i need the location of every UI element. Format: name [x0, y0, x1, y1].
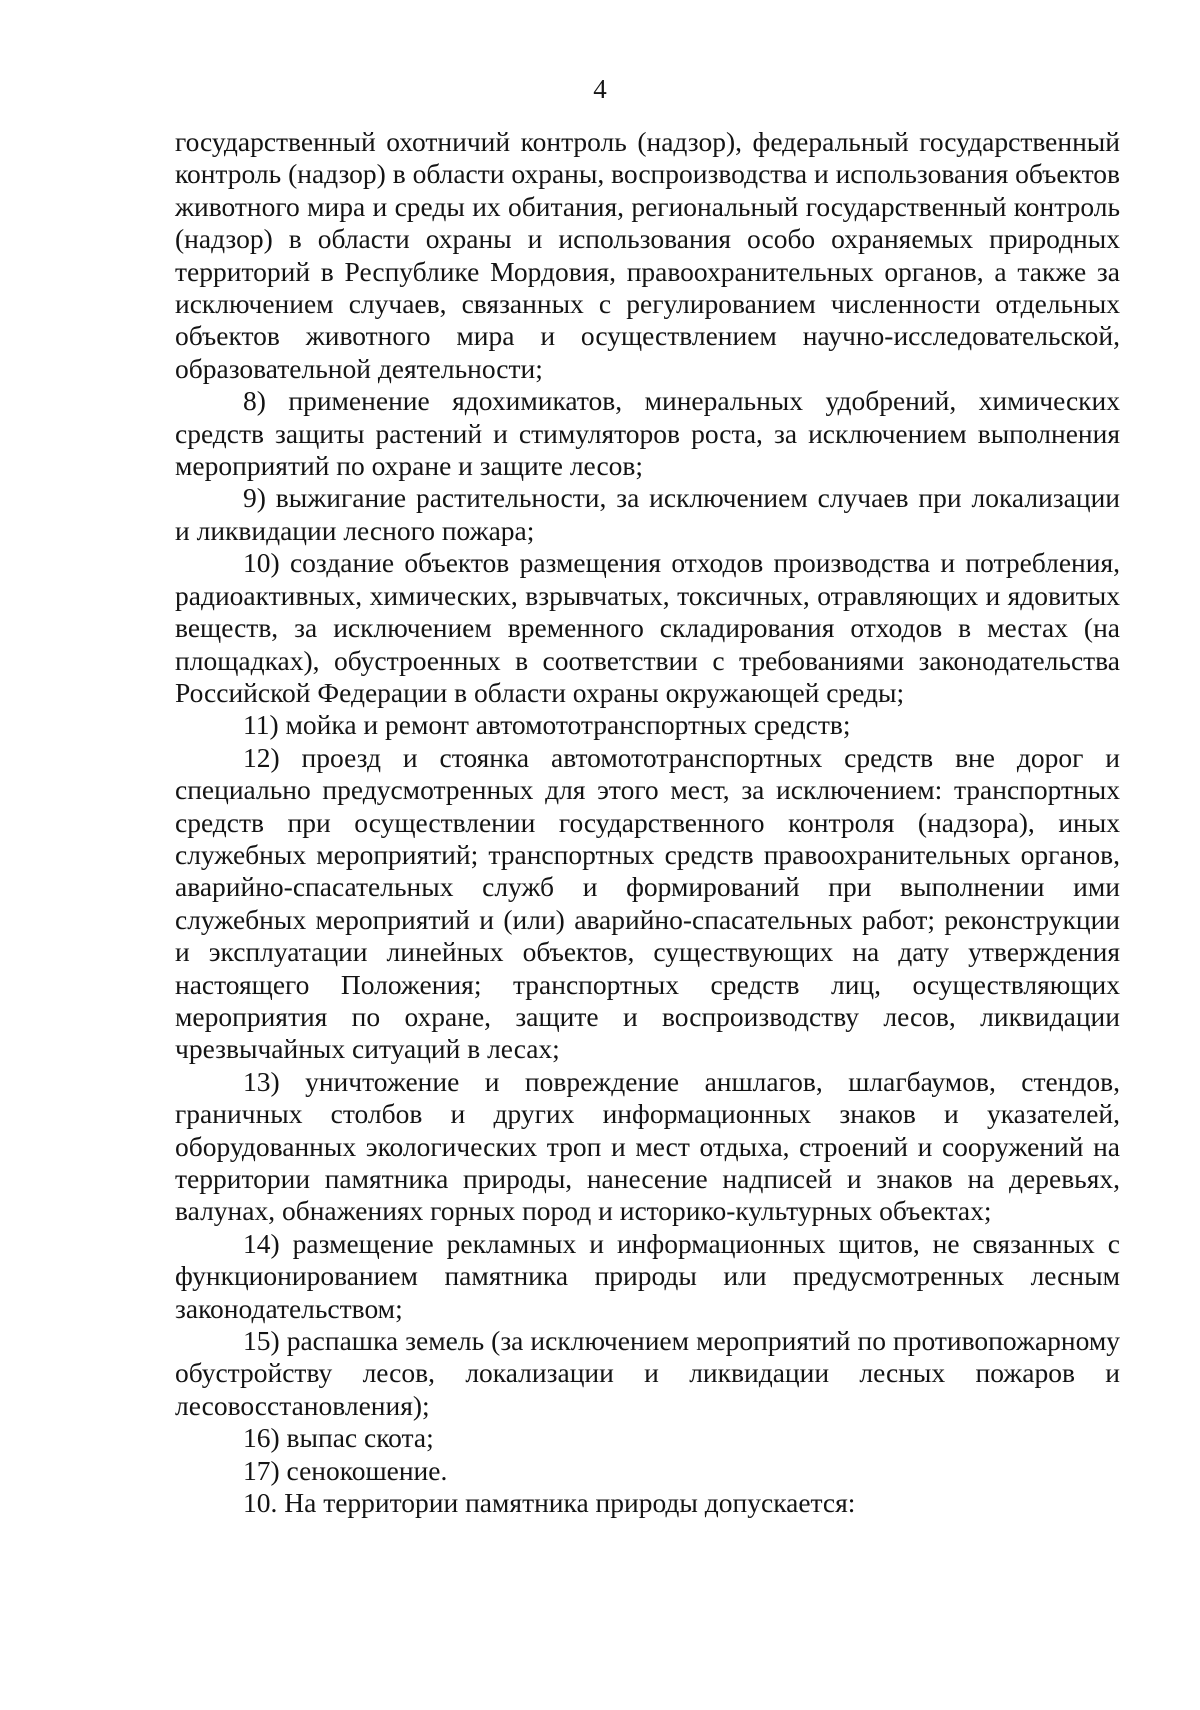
paragraph-continuation: государственный охотничий контроль (надзор), федеральный государственный контроль (надзор) в области охраны, воспроизводства и использования объектов животного мира и среды их обитания, региональный государственный контроль (надзор) в области охраны и использования особо охраняемых природных территорий в Республике Мордовия, правоохранительных органов, а также за исключением случаев, связанных с регулированием численности отдельных объектов животного мира и осуществлением научно-исследовательской, образовательной деятельности; — [175, 126, 1120, 384]
list-item-13: 13) уничтожение и повреждение аншлагов, шлагбаумов, стендов, граничных столбов и других информационных знаков и указателей, оборудованных экологических троп и мест отдыха, строений и сооружений на территории памятника природы, нанесение надписей и знаков на деревьях, валунах, обнажениях горных пород и историко-культурных объектах; — [175, 1065, 1120, 1227]
list-item-17: 17) сенокошение. — [243, 1454, 448, 1486]
list-item-12: 12) проезд и стоянка автомототранспортных средств вне дорог и специально предусмотренных для этого мест, за исключением: транспортных средств при осуществлении государственного контроля (надзора), иных служебных мероприятий; транспортных средств правоохранительных органов, аварийно-спасательных служб и формирований при выполнении ими служебных мероприятий и (или) аварийно-спасательных работ; реконструкции и эксплуатации линейных объектов, существующих на дату утверждения настоящего Положения; транспортных средств лиц, осуществляющих мероприятия по охране, защите и воспроизводству лесов, ликвидации чрезвычайных ситуаций в лесах; — [175, 741, 1120, 1065]
list-item-15: 15) распашка земель (за исключением мероприятий по противопожарному обустройству лесов, локализации и ликвидации лесных пожаров и лесовосстановления); — [175, 1325, 1120, 1421]
list-item-10: 10) создание объектов размещения отходов производства и потребления, радиоактивных, химических, взрывчатых, токсичных, отравляющих и ядовитых веществ, за исключением временного складирования отходов в местах (на площадках), обустроенных в соответствии с требованиями законодательства Российской Федерации в области охраны окружающей среды; — [175, 547, 1120, 708]
list-item-9: 9) выжигание растительности, за исключением случаев при локализации и ликвидации лесного пожара; — [175, 482, 1120, 546]
list-item-8: 8) применение ядохимикатов, минеральных удобрений, химических средств защиты растений и стимуляторов роста, за исключением выполнения мероприятий по охране и защите лесов; — [175, 385, 1120, 482]
list-item-14: 14) размещение рекламных и информационных щитов, не связанных с функционированием памятника природы или предусмотренных лесным законодательством; — [175, 1227, 1120, 1324]
section-10-heading: 10. На территории памятника природы допускается: — [243, 1487, 856, 1519]
document-body — [175, 126, 1120, 1519]
list-item-11: 11) мойка и ремонт автомототранспортных средств; — [243, 709, 851, 741]
page-number: 4 — [593, 74, 607, 104]
list-item-16: 16) выпас скота; — [243, 1422, 434, 1454]
